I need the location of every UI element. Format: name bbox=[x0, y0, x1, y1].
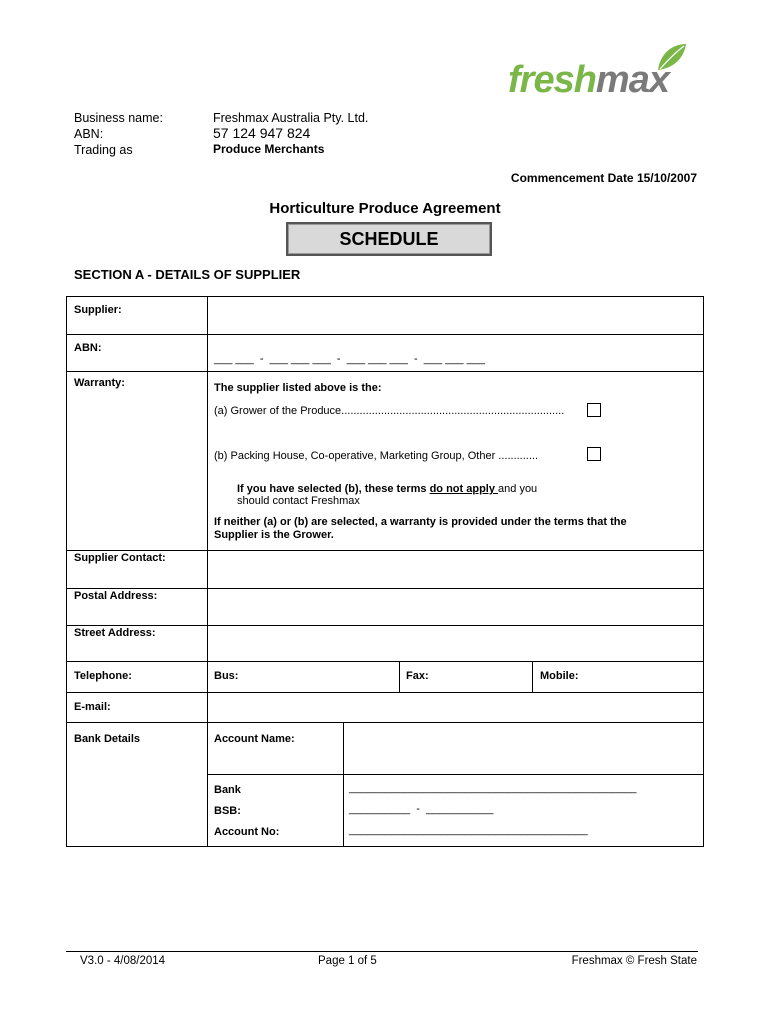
warranty-label: Warranty: bbox=[74, 377, 125, 389]
option-b-checkbox[interactable] bbox=[587, 447, 601, 461]
fax-label: Fax: bbox=[406, 670, 429, 682]
supplier-input[interactable] bbox=[213, 301, 693, 329]
footer-rule bbox=[66, 951, 698, 952]
bus-label: Bus: bbox=[214, 670, 239, 682]
agreement-title: Horticulture Produce Agreement bbox=[269, 200, 501, 217]
footer-page-number: Page 1 of 5 bbox=[318, 955, 377, 967]
account-no-label: Account No: bbox=[214, 826, 280, 838]
option-a-checkbox[interactable] bbox=[587, 403, 601, 417]
freshmax-logo bbox=[508, 40, 698, 102]
commencement-date: Commencement Date 15/10/2007 bbox=[510, 171, 697, 185]
mobile-label: Mobile: bbox=[540, 670, 579, 682]
bank-details-label: Bank Details bbox=[74, 733, 141, 745]
supplier-contact-label: Supplier Contact: bbox=[74, 552, 166, 564]
abn-field-label: ABN: bbox=[74, 342, 102, 354]
option-b-text: (b) Packing House, Co-operative, Marketing Group, Other ............. bbox=[214, 450, 539, 462]
abn-value: 57 124 947 824 bbox=[213, 125, 311, 141]
option-b-note-line2: should contact Freshmax bbox=[237, 495, 360, 507]
bsb-label: BSB: bbox=[214, 805, 241, 817]
logo-text-fresh: fresh bbox=[508, 59, 596, 101]
trading-as-value: Produce Merchants bbox=[213, 142, 325, 156]
supplier-label: Supplier: bbox=[74, 304, 122, 316]
section-a-heading: SECTION A - DETAILS OF SUPPLIER bbox=[74, 267, 301, 282]
logo-text-max: max bbox=[595, 59, 669, 101]
bsb-input[interactable]: __________ - ___________ bbox=[349, 803, 494, 815]
footer-version: V3.0 - 4/08/2014 bbox=[80, 955, 166, 967]
bank-input[interactable]: _______________________________________________ bbox=[349, 782, 637, 794]
street-address-label: Street Address: bbox=[74, 627, 156, 639]
schedule-box: SCHEDULE bbox=[286, 222, 492, 256]
footer-copyright: Freshmax © Fresh State bbox=[571, 955, 697, 967]
email-label: E-mail: bbox=[74, 701, 111, 713]
option-a-text: (a) Grower of the Produce......................................................................... bbox=[214, 405, 565, 417]
supplier-details-form bbox=[66, 296, 704, 847]
neither-note: If neither (a) or (b) are selected, a warranty is provided under the terms that the Supplier is the Grower. bbox=[214, 516, 627, 541]
business-name-label: Business name: bbox=[74, 111, 163, 125]
account-no-input[interactable]: _______________________________________ bbox=[349, 824, 588, 836]
warranty-intro: The supplier listed above is the: bbox=[214, 382, 382, 394]
trading-as-label: Trading as bbox=[74, 143, 133, 157]
telephone-label: Telephone: bbox=[74, 670, 132, 682]
abn-input[interactable]: ___ ___ - ___ ___ ___ - ___ ___ ___ - ___ ___ ___ bbox=[214, 353, 485, 365]
account-name-label: Account Name: bbox=[214, 733, 295, 745]
option-b-note: If you have selected (b), these terms do not apply and you bbox=[237, 483, 538, 495]
postal-address-label: Postal Address: bbox=[74, 590, 158, 602]
business-name-value: Freshmax Australia Pty. Ltd. bbox=[213, 111, 369, 125]
abn-label: ABN: bbox=[74, 127, 104, 141]
bank-label: Bank bbox=[214, 784, 241, 796]
